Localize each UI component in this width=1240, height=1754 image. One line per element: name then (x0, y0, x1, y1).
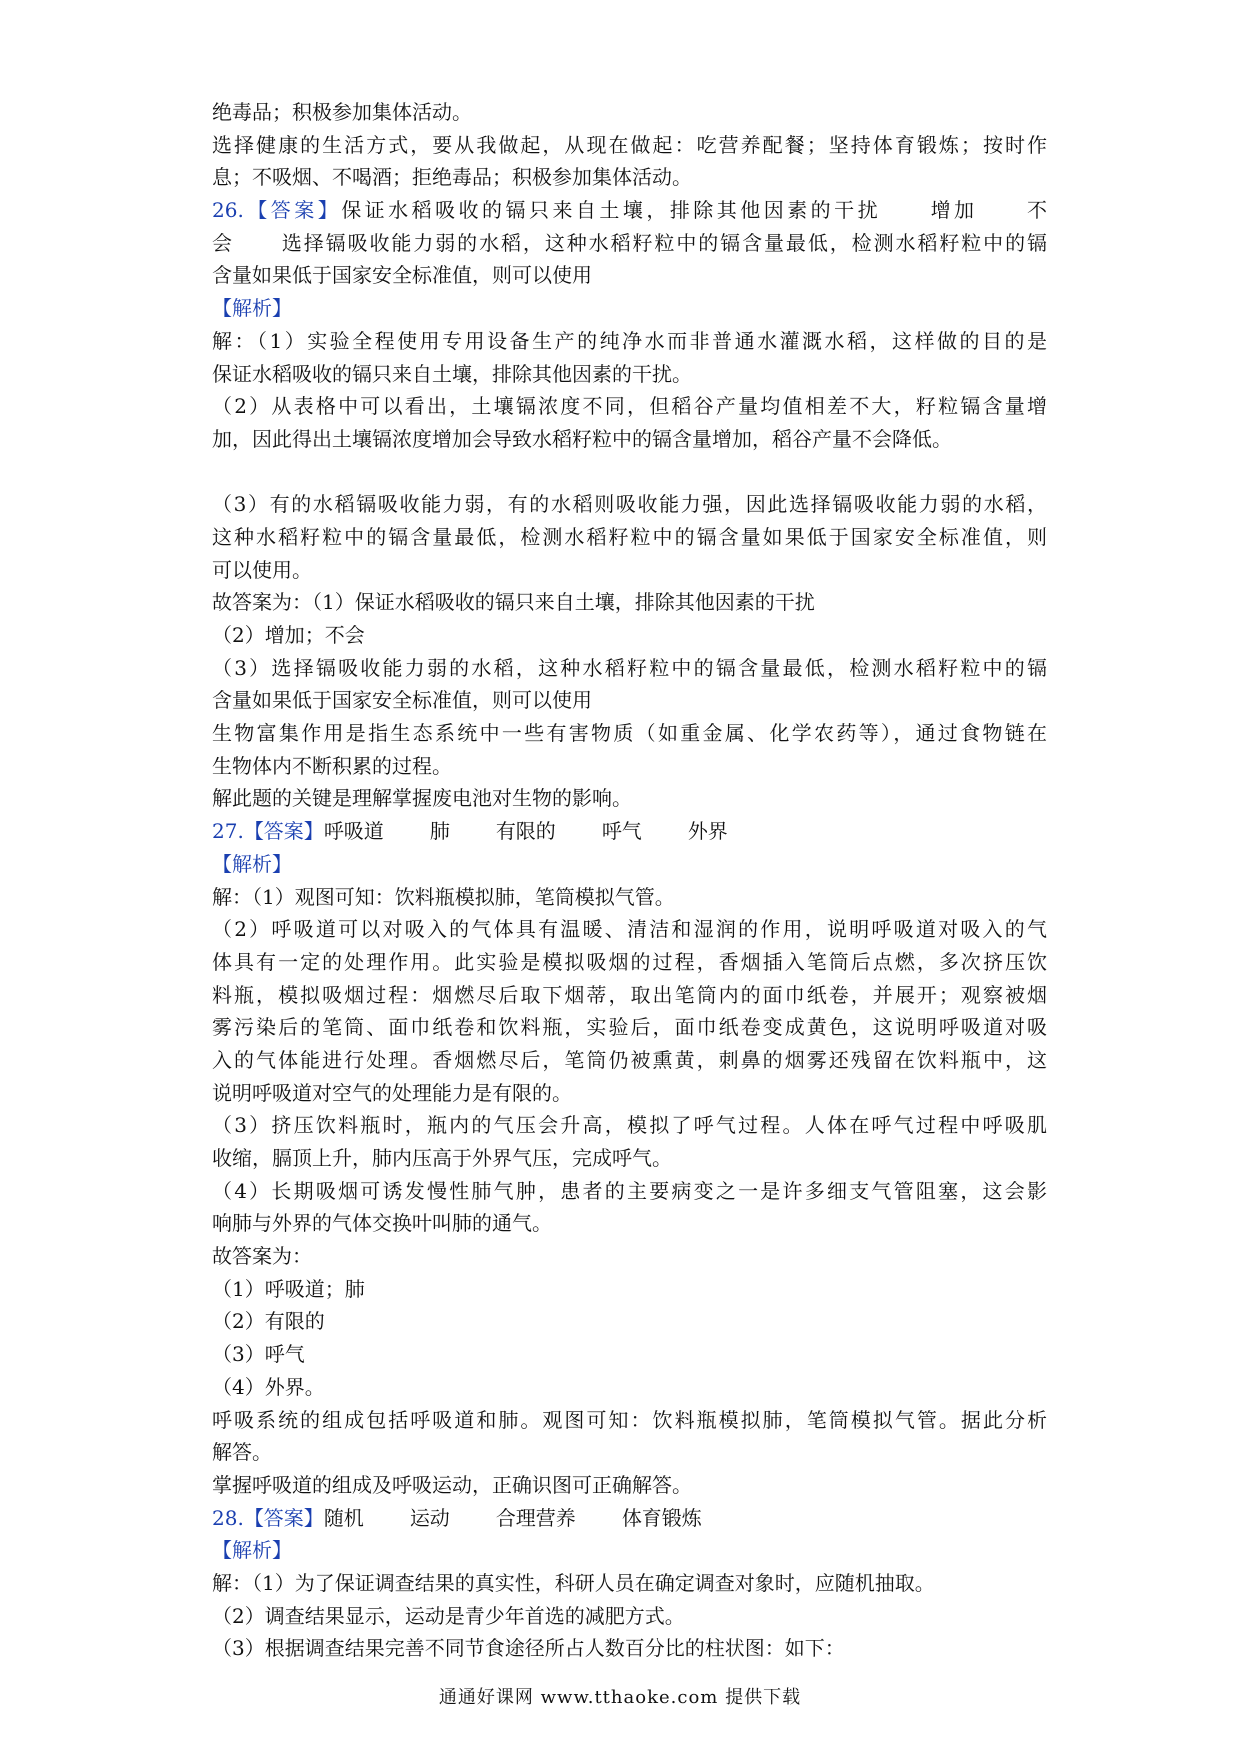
page-footer: 通通好课网 www.tthaoke.com 提供下载 (438, 1687, 802, 1708)
text-line: 响肺与外界的气体交换叶叫肺的通气。 (212, 1211, 552, 1236)
text-line: 收缩，膈顶上升，肺内压高于外界气压，完成呼气。 (212, 1146, 672, 1170)
text-line: 这种水稻籽粒中的镉含量最低，检测水稻籽粒中的镉含量如果低于国家安全标准值，则 (212, 524, 1047, 549)
answer-text: 呼吸道 (323, 819, 384, 844)
answer-tag: 【答案】 (243, 1505, 324, 1530)
text-line: （3）挤压饮料瓶时，瓶内的气压会升高，模拟了呼气过程。人体在呼气过程中呼吸肌 (212, 1113, 1047, 1138)
text-line: 解：（1）实验全程使用专用设备生产的纯净水而非普通水灌溉水稻，这样做的目的是 (212, 328, 1047, 353)
answer-text: 保证水稻吸收的镉只来自土壤，排除其他因素的干扰 (341, 198, 882, 223)
question-number: 27. (212, 819, 244, 844)
text-line: （2）调查结果显示，运动是青少年首选的减肥方式。 (212, 1603, 685, 1628)
analysis-tag: 【解析】 (212, 851, 292, 876)
answer-text: 合理营养 (495, 1505, 576, 1530)
text-line: （3）根据调查结果完善不同节食途径所占人数百分比的柱状图：如下： (212, 1636, 845, 1661)
text-line: 生物体内不断积累的过程。 (212, 753, 452, 778)
text-line: 解此题的关键是理解掌握废电池对生物的影响。 (212, 786, 632, 811)
text-line: 雾污染后的笔筒、面巾纸卷和饮料瓶，实验后，面巾纸卷变成黄色，这说明呼吸道对吸 (212, 1015, 1047, 1040)
text-line: 解答。 (212, 1440, 272, 1465)
text-line: 加，因此得出土壤镉浓度增加会导致水稻籽粒中的镉含量增加，稻谷产量不会降低。 (212, 426, 952, 451)
blank-line (212, 456, 1047, 489)
text-line: 料瓶，模拟吸烟过程：烟燃尽后取下烟蒂，取出笔筒内的面巾纸卷，并展开；观察被烟 (212, 982, 1047, 1007)
answer-text: 会 (212, 230, 234, 255)
text-line: 入的气体能进行处理。香烟燃尽后，笔筒仍被熏黄，刺鼻的烟雾还残留在饮料瓶中，这 (212, 1047, 1047, 1072)
text-line: （2）有限的 (212, 1309, 325, 1334)
answer-text: 呼气 (601, 819, 642, 844)
analysis-tag: 【解析】 (212, 296, 292, 321)
answer-tag: 【答案】 (243, 198, 342, 223)
answer-text: 含量如果低于国家安全标准值，则可以使用 (212, 263, 592, 288)
text-line: 呼吸系统的组成包括呼吸道和肺。观图可知：饮料瓶模拟肺，笔筒模拟气管。据此分析 (212, 1407, 1047, 1432)
text-line: 选择健康的生活方式，要从我做起，从现在做起：吃营养配餐；坚持体育锻炼；按时作 (212, 132, 1047, 157)
answer-text: 肺 (429, 819, 450, 844)
answer-text: 不 (1023, 198, 1047, 223)
text-line: （1）呼吸道；肺 (212, 1276, 365, 1301)
answer-text: 外界 (687, 819, 728, 844)
text-line: 掌握呼吸道的组成及呼吸运动，正确识图可正确解答。 (212, 1472, 692, 1497)
answer-text: 运动 (409, 1505, 450, 1530)
q26-answer-line (212, 227, 1047, 260)
text-line: 息；不吸烟、不喝酒；拒绝毒品；积极参加集体活动。 (212, 165, 692, 190)
answer-text: 随机 (323, 1505, 364, 1530)
text-line: （2）呼吸道可以对吸入的气体具有温暖、清洁和湿润的作用，说明呼吸道对吸入的气 (212, 917, 1047, 942)
answer-text: 有限的 (495, 819, 556, 844)
q27-answer-line (212, 815, 1047, 848)
text-line: 故答案为：（1）保证水稻吸收的镉只来自土壤，排除其他因素的干扰 (212, 590, 815, 615)
text-line: （2）从表格中可以看出，土壤镉浓度不同，但稻谷产量均值相差不大，籽粒镉含量增 (212, 394, 1047, 419)
text-line: （2）增加；不会 (212, 623, 365, 647)
text-line: 保证水稻吸收的镉只来自土壤，排除其他因素的干扰。 (212, 361, 692, 386)
text-line: 绝毒品；积极参加集体活动。 (212, 100, 472, 124)
answer-text: 体育锻炼 (621, 1505, 702, 1530)
text-line: （3）呼气 (212, 1342, 305, 1367)
text-line: 解：（1）观图可知：饮料瓶模拟肺，笔筒模拟气管。 (212, 884, 675, 909)
text-line: （3）有的水稻镉吸收能力弱，有的水稻则吸收能力强，因此选择镉吸收能力弱的水稻， (212, 492, 1047, 517)
answer-text: 增加 (927, 198, 978, 223)
text-line: 生物富集作用是指生态系统中一些有害物质（如重金属、化学农药等），通过食物链在 (212, 721, 1047, 746)
answer-tag: 【答案】 (243, 819, 324, 844)
question-number: 28. (212, 1505, 244, 1530)
text-line: （4）外界。 (212, 1374, 325, 1399)
text-line: 含量如果低于国家安全标准值，则可以使用 (212, 688, 592, 713)
q28-answer-line (212, 1502, 1047, 1535)
text-line: 可以使用。 (212, 557, 312, 582)
text-line: 说明呼吸道对空气的处理能力是有限的。 (212, 1080, 572, 1105)
page-content (212, 96, 1047, 1665)
text-line: （4）长期吸烟可诱发慢性肺气肿，患者的主要病变之一是许多细支气管阻塞，这会影 (212, 1178, 1047, 1203)
text-line: 故答案为： (212, 1244, 312, 1269)
question-number: 26. (212, 198, 244, 223)
text-line: 体具有一定的处理作用。此实验是模拟吸烟的过程，香烟插入笔筒后点燃，多次挤压饮 (212, 949, 1047, 974)
text-line: （3）选择镉吸收能力弱的水稻，这种水稻籽粒中的镉含量最低，检测水稻籽粒中的镉 (212, 655, 1047, 680)
analysis-tag: 【解析】 (212, 1538, 292, 1563)
text-line: 解：（1）为了保证调查结果的真实性，科研人员在确定调查对象时，应随机抽取。 (212, 1570, 935, 1595)
q26-answer-line (212, 194, 1047, 227)
answer-text: 选择镉吸收能力弱的水稻，这种水稻籽粒中的镉含量最低，检测水稻籽粒中的镉 (279, 230, 1047, 255)
